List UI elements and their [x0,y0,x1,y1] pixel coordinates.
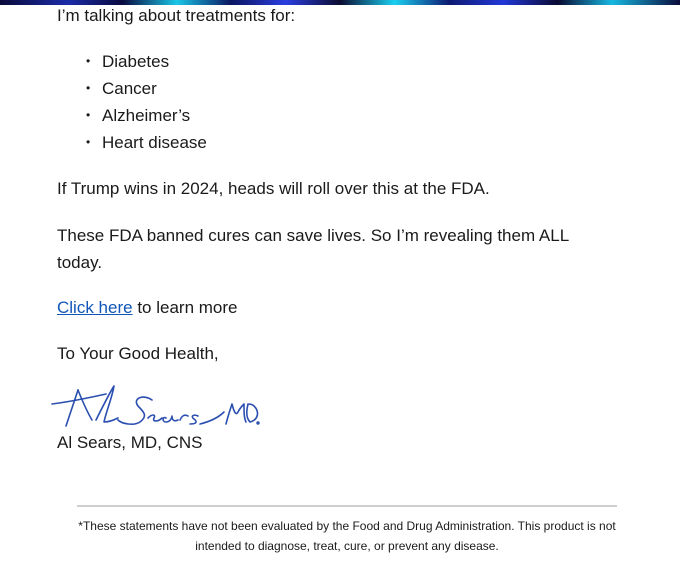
footer-divider [77,505,617,507]
signature-text: Al Sears, MD. [48,382,55,383]
intro-text: I’m talking about treatments for: [57,6,296,25]
list-item: • Alzheimer’s [102,102,207,129]
list-item: • Cancer [102,75,207,102]
click-here-link[interactable]: Click here [57,298,133,317]
signature-image [48,382,263,432]
closing-text: To Your Good Health, [57,344,219,363]
trump-paragraph: If Trump wins in 2024, heads will roll over this at the FDA. [57,179,490,198]
list-item: • Heart disease [102,129,207,156]
signer-name: Al Sears, MD, CNS [57,433,203,452]
list-item: • Diabetes [102,48,207,75]
cures-paragraph: These FDA banned cures can save lives. So I’m revealing them ALL today. [57,226,569,272]
treatments-list [57,48,207,156]
fda-disclaimer: *These statements have not been evaluated by the Food and Drug Administration. This product is not intended to diagnose, treat, cure, or prevent any disease. [78,519,616,553]
cta-rest-text: to learn more [132,298,238,317]
cta-paragraph [57,294,617,321]
